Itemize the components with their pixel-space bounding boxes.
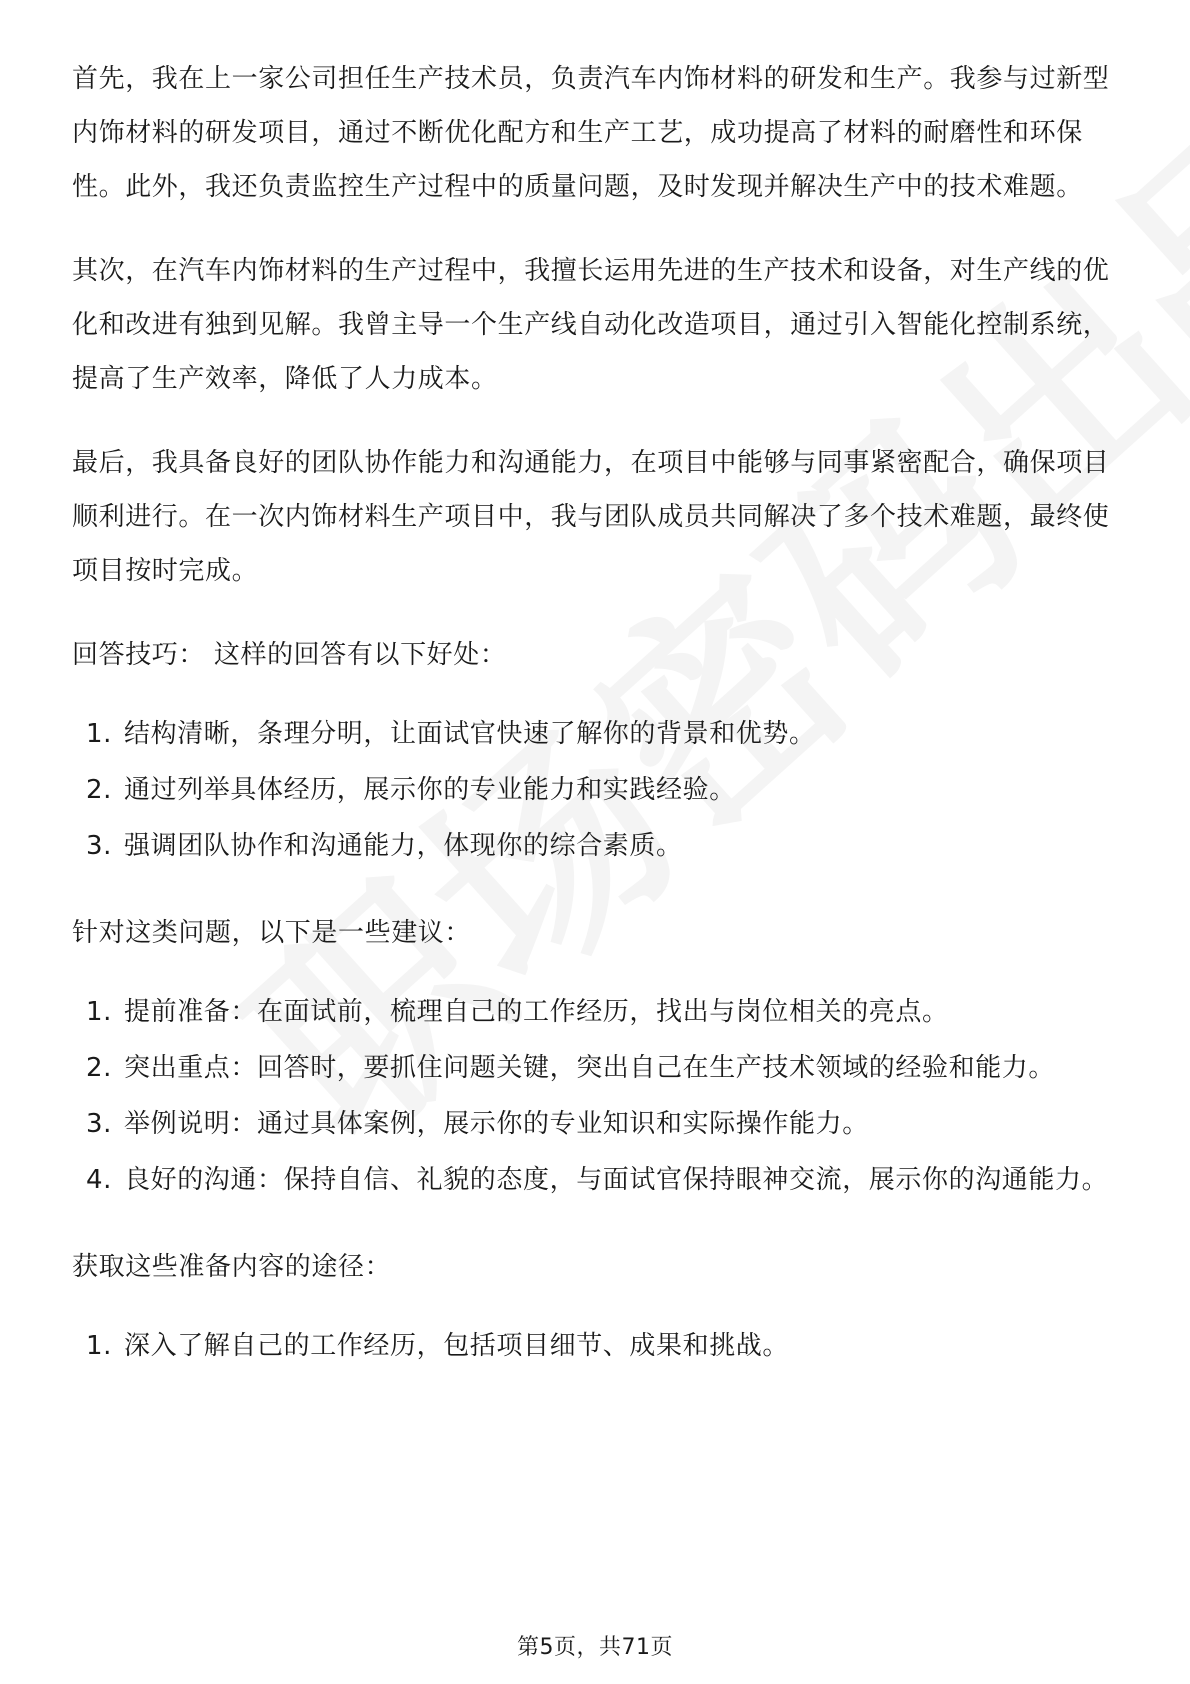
list-number: 3. — [86, 831, 113, 861]
list-item-text: 结构清晰，条理分明，让面试官快速了解你的背景和优势。 — [124, 719, 816, 749]
list-item — [72, 1152, 1122, 1208]
list-item-text: 良好的沟通：保持自信、礼貌的态度，与面试官保持眼神交流，展示你的沟通能力。 — [124, 1165, 1109, 1195]
list-number: 1. — [86, 1331, 113, 1361]
list-number: 4. — [86, 1165, 113, 1195]
advice-heading: 针对这类问题，以下是一些建议： — [72, 918, 472, 948]
list-item — [72, 1096, 1122, 1152]
list-item-text: 举例说明：通过具体案例，展示你的专业知识和实际操作能力。 — [124, 1109, 869, 1139]
advice-list — [72, 984, 1122, 1208]
paragraph-teamwork: 最后，我具备良好的团队协作能力和沟通能力，在项目中能够与同事紧密配合，确保项目顺利进行。在一次内饰材料生产项目中，我与团队成员共同解决了多个技术难题，最终使项目按时完成。 — [72, 448, 1110, 586]
list-item — [72, 706, 1122, 762]
document-page — [72, 52, 1122, 1406]
tips-heading: 回答技巧： 这样的回答有以下好处： — [72, 640, 507, 670]
list-item-text: 突出重点：回答时，要抓住问题关键，突出自己在生产技术领域的经验和能力。 — [124, 1053, 1056, 1083]
list-number: 1. — [86, 997, 113, 1027]
list-item-text: 强调团队协作和沟通能力，体现你的综合素质。 — [124, 831, 683, 861]
paragraph-skills: 其次，在汽车内饰材料的生产过程中，我擅长运用先进的生产技术和设备，对生产线的优化和改进有独到见解。我曾主导一个生产线自动化改造项目，通过引入智能化控制系统，提高了生产效率，降低了人力成本。 — [72, 256, 1110, 394]
tips-list — [72, 706, 1122, 874]
list-item — [72, 762, 1122, 818]
page-number: 第5页，共71页 — [517, 1635, 673, 1660]
list-item — [72, 1318, 1122, 1374]
list-item — [72, 984, 1122, 1040]
sources-heading: 获取这些准备内容的途径： — [72, 1252, 392, 1282]
list-item-text: 深入了解自己的工作经历，包括项目细节、成果和挑战。 — [124, 1331, 790, 1361]
list-number: 2. — [86, 775, 113, 805]
list-number: 1. — [86, 719, 113, 749]
sources-list — [72, 1318, 1122, 1374]
paragraph-experience: 首先，我在上一家公司担任生产技术员，负责汽车内饰材料的研发和生产。我参与过新型内饰材料的研发项目，通过不断优化配方和生产工艺，成功提高了材料的耐磨性和环保性。此外，我还负责监控生产过程中的质量问题，及时发现并解决生产中的技术难题。 — [72, 64, 1110, 202]
list-item-text: 通过列举具体经历，展示你的专业能力和实践经验。 — [124, 775, 736, 805]
list-item-text: 提前准备：在面试前，梳理自己的工作经历，找出与岗位相关的亮点。 — [124, 997, 949, 1027]
list-item — [72, 1040, 1122, 1096]
list-item — [72, 818, 1122, 874]
list-number: 3. — [86, 1109, 113, 1139]
list-number: 2. — [86, 1053, 113, 1083]
